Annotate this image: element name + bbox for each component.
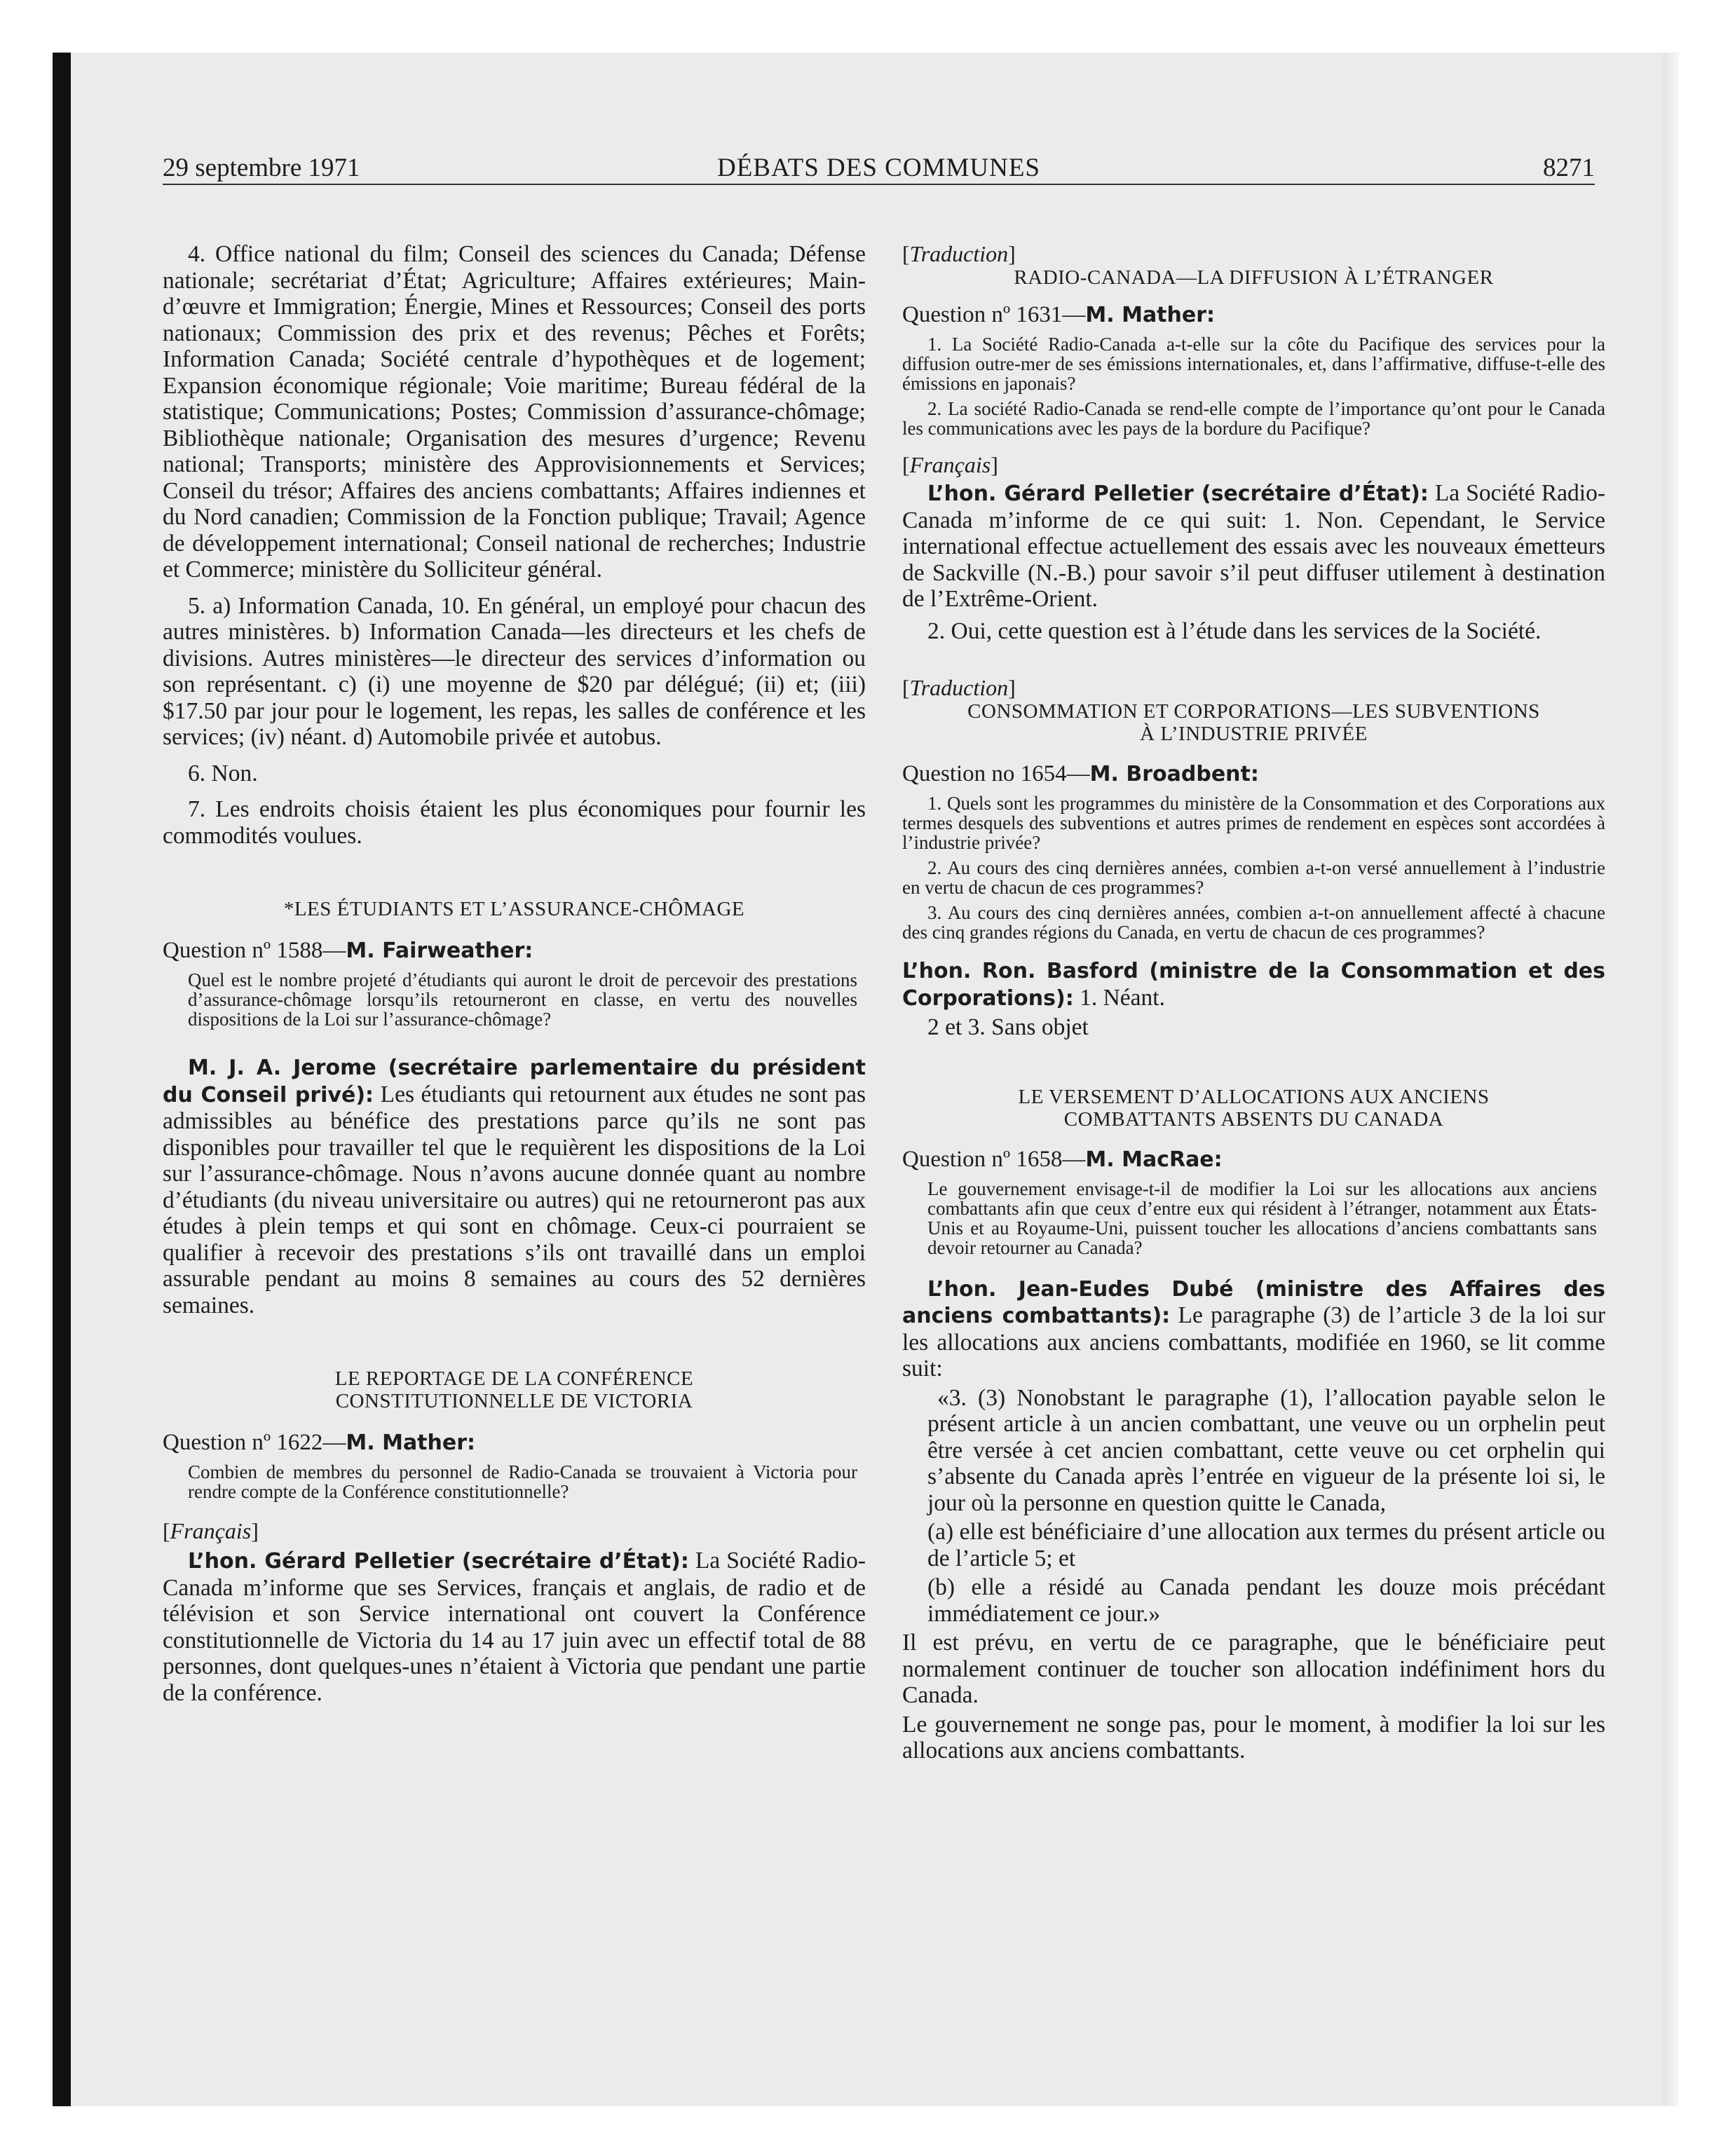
section-title-consommation xyxy=(902,700,1605,745)
quoted-law-paragraph: «3. (3) Nonobstant le paragraphe (1), l’allocation payable selon le présent article à un ancien combattant, une veuve ou un orphelin peut être versée à cet ancien combattant, cette veuve ou cet orphelin qui s’absente du Canada après l’entrée en vigueur de la présente loi si, le jour où la personne en question quitte le Canada, xyxy=(927,1384,1605,1516)
question-text-1631-part1: 1. La Société Radio-Canada a-t-elle sur la côte du Pacifique des services pour la diffusion outre-mer de ses émissions internationales, et, dans l’affirmative, diffuse-t-elle des émissions en japonais? xyxy=(902,334,1605,394)
question-heading-1654 xyxy=(902,760,1605,788)
answer-paragraph-4: 4. Office national du film; Conseil des sciences du Canada; Défense nationale; secrétariat d’État; Agriculture; Affaires extérieures; Main-d’œuvre et Immigration; Énergie, Mines et Ressources; Conseil des ports nationaux; Commission des prix et des revenus; Pêches et Forêts; Information Canada; Société centrale d’hypothèques et de logement; Expansion économique régionale; Voie maritime; Bureau fédéral de la statistique; Communications; Postes; Commission d’assurance-chômage; Bibliothèque nationale; Organisation des mesures d’urgence; Revenu national; Transports; ministère des Approvisionnements et Services; Conseil du trésor; Affaires des anciens combattants; Affaires indiennes et du Nord canadien; Commission de la Fonction publique; Travail; Agence de développement international; Conseil national de recherches; Industrie et Commerce; ministère du Solliciteur général. xyxy=(163,241,866,582)
section-title-line: LE REPORTAGE DE LA CONFÉRENCE xyxy=(334,1367,694,1390)
answer-text: La Société Radio-Canada m’informe que ses Services, français et anglais, de radio et de télévision et son Service international ont couvert la Conférence constitutionnelle de Victoria du 14 au 17 juin avec un effectif total de 88 personnes, dont quelques-unes n’étaient à Victoria que pendant une partie de la conférence. xyxy=(163,1548,866,1706)
answer-text: La Société Radio-Canada m’informe de ce qui suit: 1. Non. Cependant, le Service international effectue actuellement des essais avec les nouveaux émetteurs de Sackville (N.-B.) pour savoir s’il peut diffuser utilement à destination de l’Extrême-Orient. xyxy=(902,480,1605,612)
question-heading-1658 xyxy=(902,1146,1605,1173)
section-title-line: À L’INDUSTRIE PRIVÉE xyxy=(1140,723,1368,745)
language-marker: [Français] xyxy=(163,1518,259,1543)
language-label: Français xyxy=(909,452,991,477)
section-title-line: CONSTITUTIONNELLE DE VICTORIA xyxy=(335,1390,693,1412)
answer-text: Le paragraphe (3) de l’article 3 de la loi sur les allocations aux anciens combattants, modifiée en 1960, se lit comme suit: xyxy=(902,1302,1606,1381)
answer-1631-part2: 2. Oui, cette question est à l’étude dans les services de la Société. xyxy=(927,618,1542,644)
section-title-line: CONSOMMATION ET CORPORATIONS—LES SUBVENTIONS xyxy=(967,700,1540,723)
answer-1654-part2: 2 et 3. Sans objet xyxy=(927,1014,1089,1040)
question-member: M. Mather: xyxy=(346,1431,476,1455)
question-number: Question no 1654— xyxy=(902,761,1090,786)
answer-1658-part3: Le gouvernement ne songe pas, pour le moment, à modifier la loi sur les allocations aux anciens combattants. xyxy=(902,1711,1605,1763)
section-title-line: COMBATTANTS ABSENTS DU CANADA xyxy=(1063,1107,1444,1131)
section-title-line: LE VERSEMENT D’ALLOCATIONS AUX ANCIENS xyxy=(1018,1085,1490,1108)
language-label: Français xyxy=(170,1518,252,1543)
header-title: DÉBATS DES COMMUNES xyxy=(716,153,1040,182)
question-member: M. Mather: xyxy=(1085,303,1216,327)
section-title-allocations xyxy=(902,1086,1605,1131)
question-number: Question nº 1631— xyxy=(902,302,1086,327)
section-title-radio-canada: RADIO-CANADA—LA DIFFUSION À L’ÉTRANGER xyxy=(1014,266,1494,289)
section-title-students: *LES ÉTUDIANTS ET L’ASSURANCE-CHÔMAGE xyxy=(283,898,745,920)
answer-1622 xyxy=(163,1548,866,1706)
header-date: 29 septembre 1971 xyxy=(163,153,360,182)
answer-text: 1. Néant. xyxy=(1080,984,1165,1011)
question-text-1654-part2: 2. Au cours des cinq dernières années, combien a-t-on versé annuellement à l’industrie en vertu de chacun de ces programmes? xyxy=(902,857,1605,898)
header-page-number: 8271 xyxy=(1543,153,1595,182)
binding-edge xyxy=(53,53,71,2106)
question-text-1631-part2: 2. La société Radio-Canada se rend-elle compte de l’importance qu’ont pour le Canada les communications avec les pays de la bordure du Pacifique? xyxy=(902,398,1605,439)
running-header xyxy=(163,153,1595,185)
quoted-law-clause-a: (a) elle est bénéficiaire d’une allocation aux termes du présent article ou de l’article 5; et xyxy=(927,1519,1605,1571)
answer-1658 xyxy=(902,1276,1605,1382)
speaker-name: L’hon. Gérard Pelletier (secrétaire d’État): xyxy=(188,1549,689,1574)
question-text-1658: Le gouvernement envisage-t-il de modifier la Loi sur les allocations aux anciens combattants afin que ceux d’entre eux qui résident à l’étranger, notamment aux États-Unis et au Royaume-Uni, puissent toucher les allocations d’anciens combattants sans devoir retourner au Canada? xyxy=(927,1178,1597,1258)
answer-1588 xyxy=(163,1054,866,1318)
question-member: M. MacRae: xyxy=(1085,1147,1223,1172)
question-text-1654-part3: 3. Au cours des cinq dernières années, combien a-t-on annuellement affecté à chacune des cinq grandes régions du Canada, en vertu de chacun de ces programmes? xyxy=(902,902,1605,943)
left-column xyxy=(163,241,866,1706)
question-number: Question nº 1622— xyxy=(163,1430,346,1455)
question-text-1654-part1: 1. Quels sont les programmes du ministère de la Consommation et des Corporations aux termes desquels des subventions et autres primes de rendement en espèces sont accordées à l’industrie privée? xyxy=(902,793,1605,853)
answer-1654 xyxy=(902,957,1605,1011)
question-number: Question nº 1588— xyxy=(163,938,346,963)
speaker-name: L’hon. Ron. Basford (ministre de la Consommation et des Corporations): xyxy=(902,959,1605,1011)
question-member: M. Fairweather: xyxy=(346,939,533,963)
answer-paragraph-7: 7. Les endroits choisis étaient les plus économiques pour fournir les commodités voulues. xyxy=(163,796,866,849)
question-heading-1588 xyxy=(163,937,866,964)
page-shadow xyxy=(1663,53,1679,2106)
question-number: Question nº 1658— xyxy=(902,1146,1086,1172)
answer-text: Les étudiants qui retournent aux études ne sont pas admissibles au bénéfice des prestations parce qu’ils ne sont pas disponibles pour travailler tel que le requièrent les dispositions de la Loi sur l’assurance-chômage. Nous n’avons aucune donnée quant au nombre d’étudiants (du niveau universitaire ou autres) qui ne retourneront pas aux études à plein temps et qui sont en chômage. Ceux-ci pourraient se qualifier à recevoir des prestations s’ils ont travaillé dans un emploi assurable pendant au moins 8 semaines au cours des 52 dernières semaines. xyxy=(163,1081,866,1318)
language-marker: [Français] xyxy=(902,452,998,477)
question-heading-1631 xyxy=(902,301,1605,329)
language-marker: [Traduction] xyxy=(902,675,1016,700)
language-marker: [Traduction] xyxy=(902,241,1016,266)
quoted-law-clause-b: (b) elle a résidé au Canada pendant les douze mois précédant immédiatement ce jour.» xyxy=(927,1574,1605,1627)
speaker-name: L’hon. Gérard Pelletier (secrétaire d’État): xyxy=(927,482,1429,506)
speaker-name: L’hon. Jean-Eudes Dubé (ministre des Affaires des anciens combattants): xyxy=(902,1276,1605,1328)
question-text-1588: Quel est le nombre projeté d’étudiants qui auront le droit de percevoir des prestations d’assurance-chômage lorsqu’ils retourneront en classe, en vertu des nouvelles dispositions de la Loi sur l’assurance-chômage? xyxy=(188,969,857,1030)
language-label: Traduction xyxy=(909,241,1009,266)
question-heading-1622 xyxy=(163,1429,866,1456)
right-column xyxy=(902,241,1605,1764)
answer-1658-part2: Il est prévu, en vertu de ce paragraphe, que le bénéficiaire peut normalement continuer de toucher son allocation indéfiniment hors du Canada. xyxy=(902,1630,1605,1708)
answer-1631 xyxy=(902,480,1605,613)
answer-paragraph-6: 6. Non. xyxy=(188,760,258,786)
question-text-1622: Combien de membres du personnel de Radio-Canada se trouvaient à Victoria pour rendre compte de la Conférence constitutionnelle? xyxy=(188,1461,857,1502)
language-label: Traduction xyxy=(909,675,1009,700)
section-title-victoria xyxy=(163,1367,866,1412)
question-member: M. Broadbent: xyxy=(1089,762,1259,786)
answer-paragraph-5: 5. a) Information Canada, 10. En général, un employé pour chacun des autres ministères. b) Information Canada—les directeurs et les chefs de divisions. Autres ministères—le directeur des services d’information ou son représentant. c) (i) une moyenne de $20 par délégué; (ii) et; (iii) $17.50 par jour pour le logement, les repas, les salles de conférence et les services; (iv) néant. d) Automobile privée et autobus. xyxy=(163,592,866,750)
speaker-name: M. J. A. Jerome (secrétaire parlementaire du président du Conseil privé): xyxy=(163,1056,866,1107)
